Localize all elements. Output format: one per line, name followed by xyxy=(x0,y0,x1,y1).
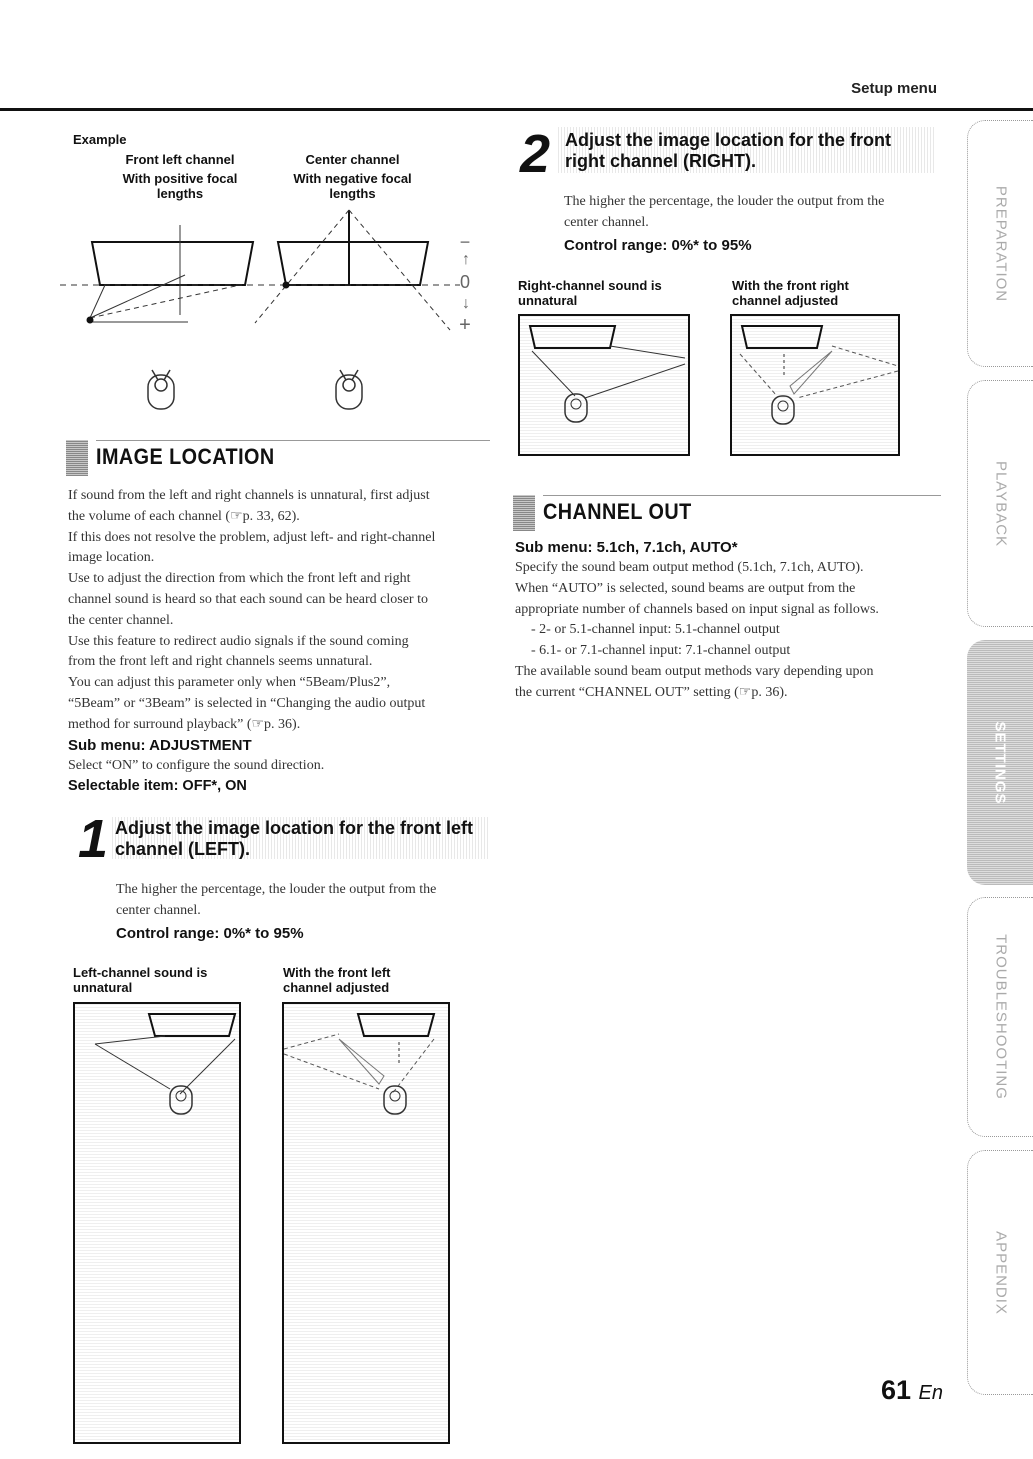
example-center-sub-1: With negative focal xyxy=(293,171,412,186)
body-line: the current “CHANNEL OUT” setting (☞p. 36). xyxy=(515,684,788,700)
step2-text-line: center channel. xyxy=(564,214,649,230)
example-center-title-text: Center channel xyxy=(305,152,400,167)
example-left-beam-a xyxy=(90,285,240,318)
example-left-beam-b xyxy=(90,275,185,318)
step2-left-diagram xyxy=(520,316,688,454)
page-language: En xyxy=(918,1382,943,1404)
tab-troubleshooting[interactable] xyxy=(967,897,1033,1137)
step1-left-figure xyxy=(73,1002,241,1444)
step1-number: 1 xyxy=(78,809,109,869)
heading-rule xyxy=(543,495,941,496)
example-center-speaker-shape xyxy=(278,242,428,285)
step1-right-figure xyxy=(282,1002,450,1444)
body-line: the volume of each channel (☞p. 33, 62). xyxy=(68,508,300,524)
tab-preparation-label: PREPARATION xyxy=(992,185,1009,302)
step1-title-line: channel (LEFT). xyxy=(115,839,250,859)
caption-line: Right-channel sound is xyxy=(518,278,662,293)
caption-line: With the front left xyxy=(283,965,391,980)
step1-range: Control range: 0%* to 95% xyxy=(116,924,304,942)
step2-body xyxy=(564,192,944,256)
tab-appendix[interactable] xyxy=(967,1150,1033,1395)
caption-line: channel adjusted xyxy=(732,293,839,308)
step2-right-figure xyxy=(730,314,900,456)
header-rule xyxy=(0,108,1033,111)
step2-right-diagram xyxy=(732,316,898,454)
image-location-title: IMAGE LOCATION xyxy=(96,444,275,469)
step1-title-line: Adjust the image location for the front left xyxy=(115,818,474,838)
example-left-title xyxy=(100,152,260,201)
step1-body xyxy=(116,880,496,944)
step2-left-figure xyxy=(518,314,690,456)
caption-line: Left-channel sound is xyxy=(73,965,208,980)
tab-playback[interactable] xyxy=(967,380,1033,627)
tab-settings[interactable] xyxy=(967,640,1033,885)
step2-title-line: right channel (RIGHT). xyxy=(565,151,756,171)
body-line: If sound from the left and right channels is unnatural, first adjust xyxy=(68,488,430,503)
step1-title xyxy=(115,818,473,860)
channel-out-title: CHANNEL OUT xyxy=(543,499,692,524)
tab-troubleshooting-label: TROUBLESHOOTING xyxy=(992,934,1009,1100)
caption-line: unnatural xyxy=(73,980,133,995)
bullet-line: - 6.1- or 7.1-channel input: 7.1-channel output xyxy=(531,643,791,659)
example-left-speaker-shape xyxy=(92,242,253,285)
body-line: “5Beam” or “3Beam” is selected in “Changing the audio output xyxy=(68,695,426,711)
bullet-line: - 2- or 5.1-channel input: 5.1-channel output xyxy=(531,622,780,638)
body-line: When “AUTO” is selected, sound beams are output from the xyxy=(515,580,856,596)
body-line: If this does not resolve the problem, adjust left- and right-channel xyxy=(68,529,436,545)
heading-bar xyxy=(513,495,535,531)
heading-bar xyxy=(66,440,88,476)
example-center-dot xyxy=(283,282,290,289)
body-line: from the front left and right channels seems unnatural. xyxy=(68,654,373,670)
example-label: Example xyxy=(73,132,127,147)
step1-text-line: center channel. xyxy=(116,902,201,918)
step1-right-caption xyxy=(283,965,390,995)
step2-number: 2 xyxy=(520,124,551,184)
body-line: the center channel. xyxy=(68,612,174,628)
body-line: You can adjust this parameter only when “5Beam/Plus2”, xyxy=(68,675,391,691)
step2-left-caption xyxy=(518,278,662,308)
submenu-text: Select “ON” to configure the sound direction. xyxy=(68,757,325,773)
submenu-heading: Sub menu: ADJUSTMENT xyxy=(68,736,252,754)
running-header: Setup menu xyxy=(851,80,937,97)
caption-line: channel adjusted xyxy=(283,980,390,995)
body-line: appropriate number of channels based on input signal as follows. xyxy=(515,601,879,617)
body-line: Use this feature to redirect audio signals if the sound coming xyxy=(68,633,409,649)
tab-preparation[interactable] xyxy=(967,120,1033,367)
body-line: method for surround playback” (☞p. 36). xyxy=(68,716,301,732)
step2-title-line: Adjust the image location for the front xyxy=(565,130,892,150)
scale-arrow-down: ↓ xyxy=(462,295,470,312)
tab-appendix-label: APPENDIX xyxy=(992,1230,1009,1315)
listener-icon-center xyxy=(336,370,362,409)
listener-icon-left xyxy=(148,370,174,409)
heading-rule xyxy=(96,440,490,441)
image-location-heading xyxy=(66,440,490,476)
example-center-beam-a xyxy=(255,210,349,323)
step1-right-diagram xyxy=(284,1004,448,1442)
channel-out-body xyxy=(515,538,945,704)
example-left-title-text: Front left channel xyxy=(125,152,235,167)
example-center-beam-b xyxy=(349,210,450,330)
image-location-body xyxy=(68,486,498,796)
step2-right-caption xyxy=(732,278,849,308)
example-center-sub-2: lengths xyxy=(329,186,376,201)
example-left-edge xyxy=(90,285,105,318)
example-left-sub-2: lengths xyxy=(156,186,204,201)
example-center-title xyxy=(270,152,435,201)
scale-zero: 0 xyxy=(459,272,470,292)
step2-title xyxy=(565,130,891,172)
body-line: Use to adjust the direction from which the front left and right xyxy=(68,571,411,587)
example-diagram xyxy=(60,205,490,425)
step2-text-line: The higher the percentage, the louder the output from the xyxy=(564,194,885,209)
selectable-item: Selectable item: OFF*, ON xyxy=(68,778,247,795)
body-line: The available sound beam output methods vary depending upon xyxy=(515,663,874,679)
channel-out-heading xyxy=(513,495,941,531)
channel-out-submenu: Sub menu: 5.1ch, 7.1ch, AUTO* xyxy=(515,539,738,556)
step1-left-diagram xyxy=(75,1004,239,1442)
scale-plus: + xyxy=(459,314,471,336)
body-line: image location. xyxy=(68,550,155,566)
page-number xyxy=(881,1375,943,1406)
body-line: channel sound is heard so that each sound can be heard closer to xyxy=(68,591,428,607)
step2-range: Control range: 0%* to 95% xyxy=(564,236,752,254)
scale-minus: − xyxy=(459,232,471,252)
caption-line: unnatural xyxy=(518,293,578,308)
body-line: Specify the sound beam output method (5.1ch, 7.1ch, AUTO). xyxy=(515,560,864,575)
scale-arrow-up: ↑ xyxy=(462,251,470,268)
step1-left-caption xyxy=(73,965,207,995)
example-left-dot xyxy=(87,317,94,324)
example-left-sub-1: With positive focal xyxy=(122,171,238,186)
tab-playback-label: PLAYBACK xyxy=(992,460,1009,547)
page-number-value: 61 xyxy=(880,1375,912,1405)
caption-line: With the front right xyxy=(732,278,849,293)
tab-settings-label: SETTINGS xyxy=(991,720,1009,805)
step1-text-line: The higher the percentage, the louder the output from the xyxy=(116,882,437,897)
